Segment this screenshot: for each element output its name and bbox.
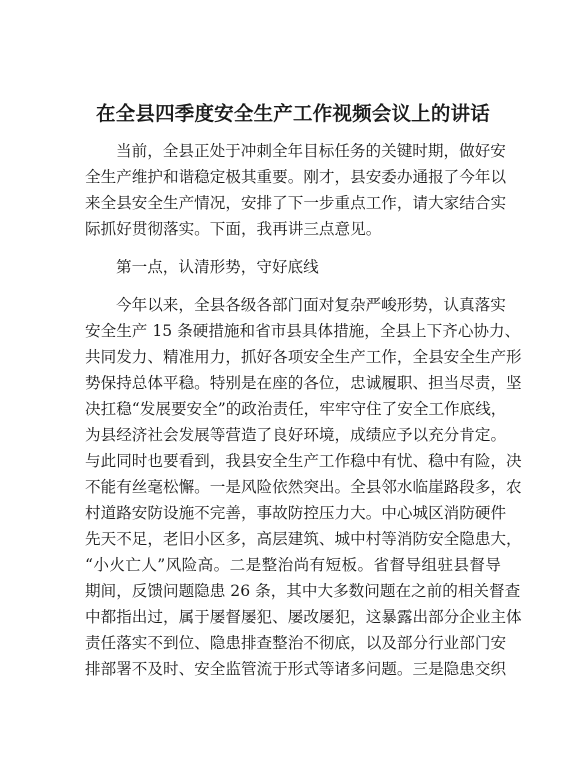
paragraph-2-line: 决扛稳“发展要安全”的政治责任，牢牢守住了安全工作底线， <box>85 400 507 418</box>
paragraph-2-line: 村道路安防设施不完善，事故防控压力大。中心城区消防硬件 <box>85 504 507 522</box>
paragraph-2-line: 共同发力、精准用力，抓好各项安全生产工作，全县安全生产形 <box>85 348 522 366</box>
paragraph-2-line: 不能有丝毫松懈。一是风险依然突出。全县邻水临崖路段多，农 <box>85 478 522 496</box>
section-heading: 第一点，认清形势，守好底线 <box>116 258 319 276</box>
paragraph-2-line: 与此同时也要看到，我县安全生产工作稳中有忧、稳中有险，决 <box>85 452 522 470</box>
paragraph-2-line: 中都指出过，属于屡督屡犯、屡改屡犯，这暴露出部分企业主体 <box>85 608 522 626</box>
paragraph-1-line: 当前，全县正处于冲刺全年目标任务的关键时期，做好安 <box>116 142 506 160</box>
paragraph-2-line: 期间，反馈问题隐患 26 条，其中大多数问题在之前的相关督查 <box>85 582 521 600</box>
paragraph-2-line: 势保持总体平稳。特别是在座的各位，忠诚履职、担当尽责，坚 <box>85 374 522 392</box>
paragraph-2-line: 安全生产 15 条硬措施和省市县具体措施，全县上下齐心协力、 <box>85 322 521 340</box>
paragraph-2-line: 为县经济社会发展等营造了良好环境，成绩应予以充分肯定。 <box>85 426 507 444</box>
paragraph-1-line: 来全县安全生产情况，安排了下一步重点工作，请大家结合实 <box>85 194 507 212</box>
paragraph-1-line: 全生产维护和谐稳定极其重要。刚才，县安委办通报了今年以 <box>85 168 507 186</box>
paragraph-2-line: 排部署不及时、安全监管流于形式等诸多问题。三是隐患交织 <box>85 660 507 678</box>
paragraph-2-line: “小火亡人”风险高。二是整治尚有短板。省督导组驻县督导 <box>85 556 501 574</box>
document-title: 在全县四季度安全生产工作视频会议上的讲话 <box>95 102 490 125</box>
paragraph-2-line: 责任落实不到位、隐患排查整治不彻底，以及部分行业部门安 <box>85 634 507 652</box>
paragraph-2-line: 今年以来，全县各级各部门面对复杂严峻形势，认真落实 <box>116 296 506 314</box>
paragraph-2-line: 先天不足，老旧小区多，高层建筑、城中村等消防安全隐患大， <box>85 530 522 548</box>
paragraph-1-line: 际抓好贯彻落实。下面，我再讲三点意见。 <box>85 220 382 238</box>
